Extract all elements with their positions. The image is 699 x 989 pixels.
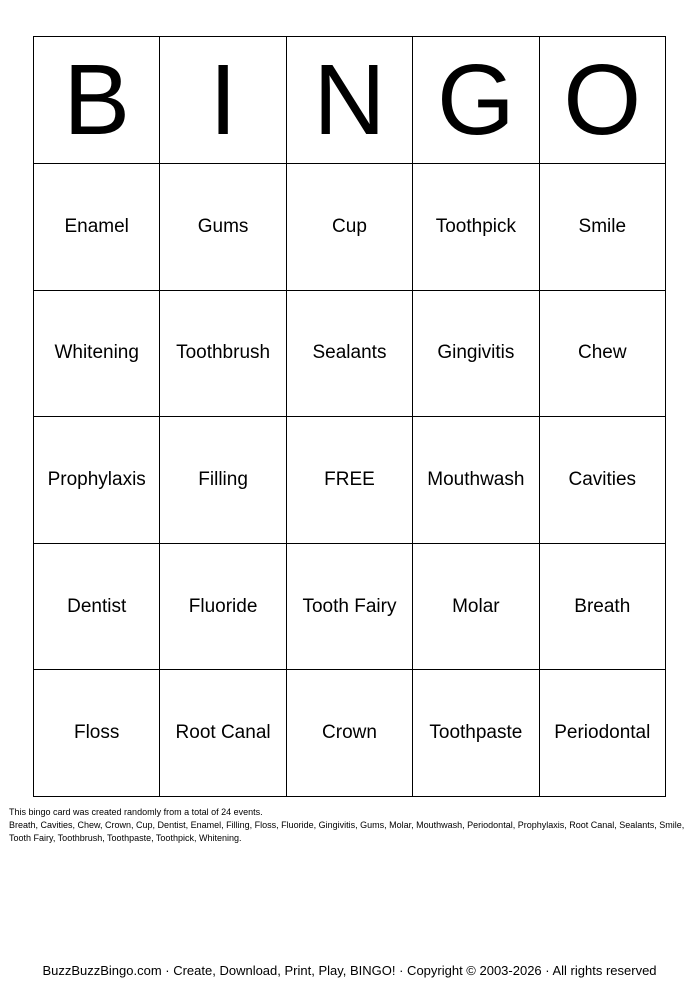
bingo-cell: Root Canal (160, 670, 286, 797)
header-letter-n: N (286, 37, 412, 164)
bingo-cell: Enamel (34, 164, 160, 291)
bingo-cell: Breath (539, 543, 665, 670)
bingo-row (34, 417, 666, 544)
bingo-cell: Toothbrush (160, 290, 286, 417)
bingo-cell: Sealants (286, 290, 412, 417)
bingo-cell: Periodontal (539, 670, 665, 797)
bingo-free-cell: FREE (286, 417, 412, 544)
header-letter-g: G (413, 37, 539, 164)
bingo-cell: Gums (160, 164, 286, 291)
bingo-cell: Fluoride (160, 543, 286, 670)
bingo-cell: Whitening (34, 290, 160, 417)
bingo-cell: Prophylaxis (34, 417, 160, 544)
bingo-row (34, 543, 666, 670)
bingo-row (34, 290, 666, 417)
bingo-card (33, 36, 666, 797)
bingo-cell: Filling (160, 417, 286, 544)
bingo-cell: Crown (286, 670, 412, 797)
bingo-cell: Cavities (539, 417, 665, 544)
card-info-summary: This bingo card was created randomly from a total of 24 events. (9, 807, 263, 817)
bingo-row (34, 670, 666, 797)
header-letter-o: O (539, 37, 665, 164)
bingo-cell: Dentist (34, 543, 160, 670)
page-footer: BuzzBuzzBingo.com · Create, Download, Print, Play, BINGO! · Copyright © 2003-2026 · All rights reserved (42, 963, 657, 978)
header-letter-i: I (160, 37, 286, 164)
bingo-cell: Toothpaste (413, 670, 539, 797)
header-letter-b: B (34, 37, 160, 164)
bingo-cell: Smile (539, 164, 665, 291)
bingo-cell: Mouthwash (413, 417, 539, 544)
bingo-row (34, 164, 666, 291)
bingo-cell: Floss (34, 670, 160, 797)
bingo-cell: Tooth Fairy (286, 543, 412, 670)
bingo-cell: Chew (539, 290, 665, 417)
bingo-cell: Gingivitis (413, 290, 539, 417)
bingo-cell: Molar (413, 543, 539, 670)
bingo-cell: Cup (286, 164, 412, 291)
card-info-events-list: Breath, Cavities, Chew, Crown, Cup, Dentist, Enamel, Filling, Floss, Fluoride, Gingivitis, Gums, Molar, Mouthwash, Periodontal, Prophylaxis, Root Canal, Sealants, Smile, Tooth Fairy, Toothbrush, Toothpaste, Toothpick, Whitening. (9, 820, 685, 843)
bingo-cell: Toothpick (413, 164, 539, 291)
bingo-header-row (34, 37, 666, 164)
card-info (9, 806, 693, 845)
